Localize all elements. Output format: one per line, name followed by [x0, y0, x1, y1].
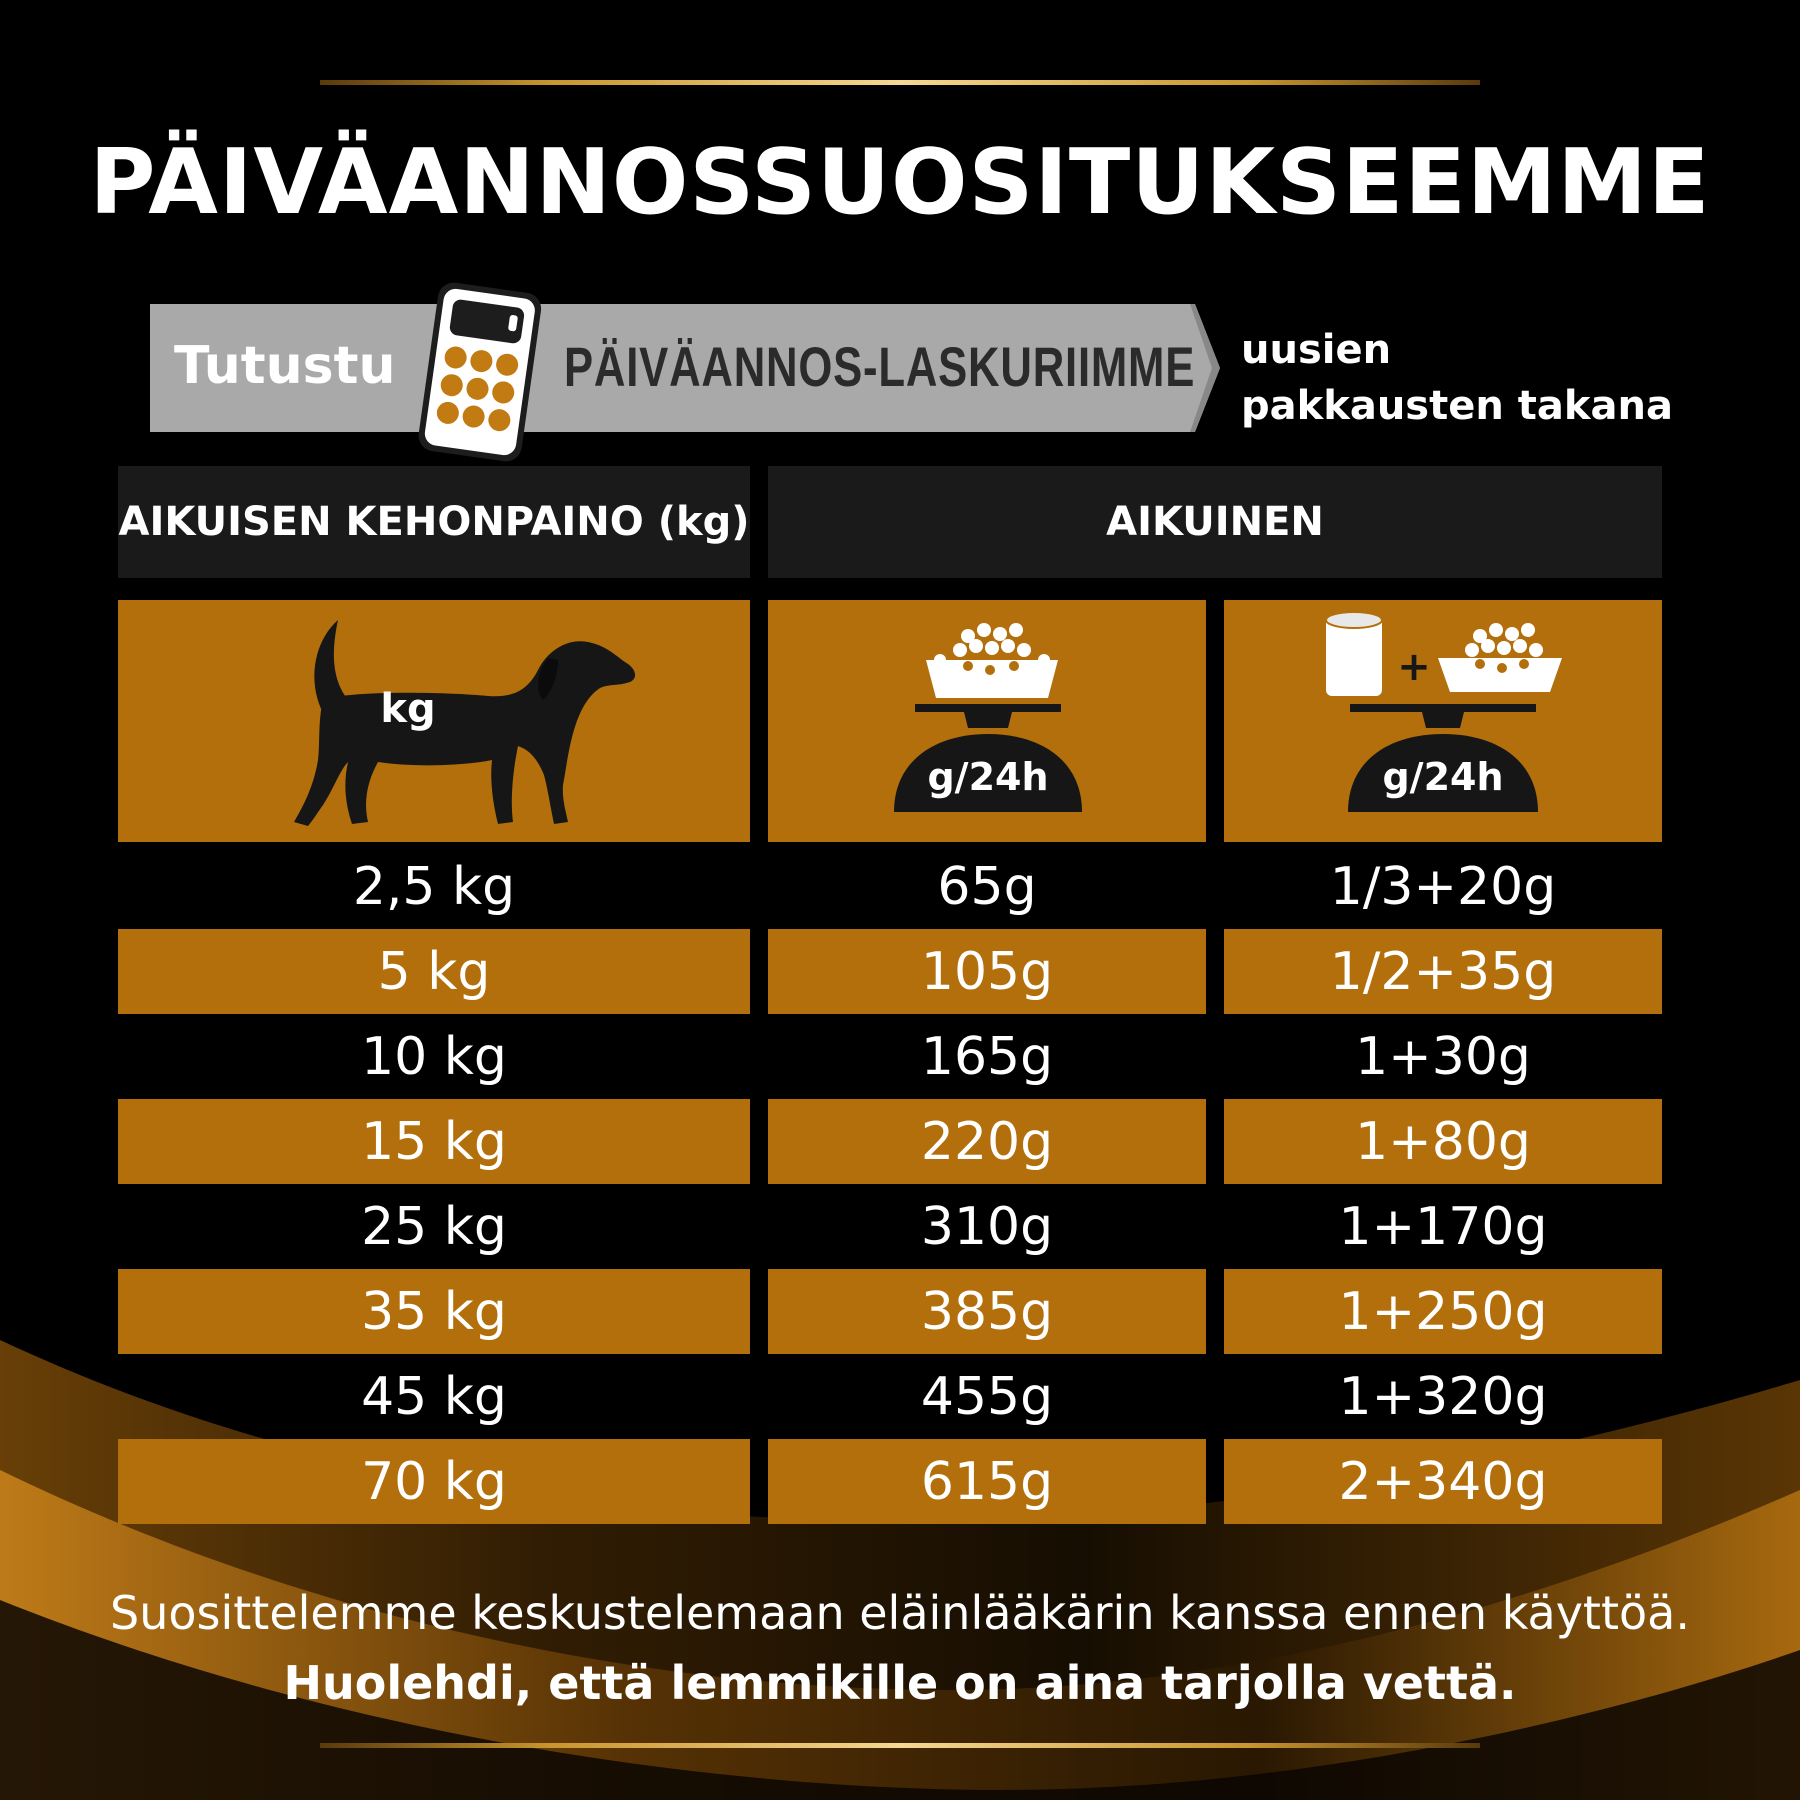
cell-dry-food-amount: 455g: [920, 1366, 1054, 1427]
cell-wet-plus-dry-amount: 1+80g: [1224, 1099, 1662, 1184]
bottom-gold-divider: [320, 1743, 1480, 1748]
mixed-feeding-unit-label: g/24h: [1382, 755, 1504, 799]
footer-advice: Suosittelemme keskustelemaan eläinlääkärin kanssa ennen käyttöä.: [110, 1586, 1690, 1640]
dry-food-scale-icon: [768, 600, 1206, 842]
cell-wet-plus-dry-amount: 2+340g: [1224, 1439, 1662, 1524]
cell-dry-food-amount: 310g: [920, 1196, 1054, 1257]
cell-body-weight: 45 kg: [361, 1366, 507, 1427]
cell-wet-plus-dry-amount: 1+320g: [1338, 1366, 1548, 1427]
page-title: PÄIVÄANNOSSUOSITUKSEEMME: [89, 130, 1711, 235]
plus-sign: +: [1397, 644, 1431, 690]
icon-cell-weight: [118, 600, 750, 842]
calculator-icon: [410, 279, 550, 464]
wet-and-dry-scale-icon: [1224, 600, 1662, 842]
header-body-weight: AIKUISEN KEHONPAINO (kg): [118, 466, 750, 578]
icon-cell-dry-food: [768, 600, 1206, 842]
dog-icon: [118, 600, 750, 842]
cell-body-weight: 35 kg: [118, 1269, 750, 1354]
footer-water-note: Huolehdi, että lemmikille on aina tarjolla vettä.: [283, 1656, 1517, 1710]
cell-wet-plus-dry-amount: 1+170g: [1338, 1196, 1548, 1257]
cell-body-weight: 25 kg: [361, 1196, 507, 1257]
cell-dry-food-amount: 220g: [768, 1099, 1206, 1184]
dog-icon-label: kg: [380, 686, 436, 732]
banner-lead-text: Tutustu: [174, 336, 396, 396]
cell-wet-plus-dry-amount: 1/2+35g: [1224, 929, 1662, 1014]
banner-side-line-1: uusien: [1241, 327, 1392, 373]
icon-cell-mixed-feeding: [1224, 600, 1662, 842]
cell-body-weight: 10 kg: [361, 1026, 507, 1087]
cell-body-weight: 15 kg: [118, 1099, 750, 1184]
cell-wet-plus-dry-amount: 1+30g: [1355, 1026, 1531, 1087]
cell-dry-food-amount: 615g: [768, 1439, 1206, 1524]
cell-wet-plus-dry-amount: 1/3+20g: [1329, 856, 1557, 917]
banner-side-line-2: pakkausten takana: [1241, 383, 1673, 429]
cell-dry-food-amount: 165g: [920, 1026, 1054, 1087]
cell-dry-food-amount: 385g: [768, 1269, 1206, 1354]
cell-body-weight: 5 kg: [118, 929, 750, 1014]
cell-body-weight: 70 kg: [118, 1439, 750, 1524]
dry-food-unit-label: g/24h: [927, 755, 1049, 799]
cell-body-weight: 2,5 kg: [352, 856, 516, 917]
banner-main-text: PÄIVÄANNOS-LASKURIIMME: [564, 335, 1196, 398]
header-adult: AIKUINEN: [768, 466, 1662, 578]
cell-wet-plus-dry-amount: 1+250g: [1224, 1269, 1662, 1354]
top-gold-divider: [320, 80, 1480, 85]
calculator-banner: [150, 304, 1220, 432]
cell-dry-food-amount: 65g: [937, 856, 1037, 917]
banner-side-text: [1241, 322, 1673, 434]
cell-dry-food-amount: 105g: [768, 929, 1206, 1014]
